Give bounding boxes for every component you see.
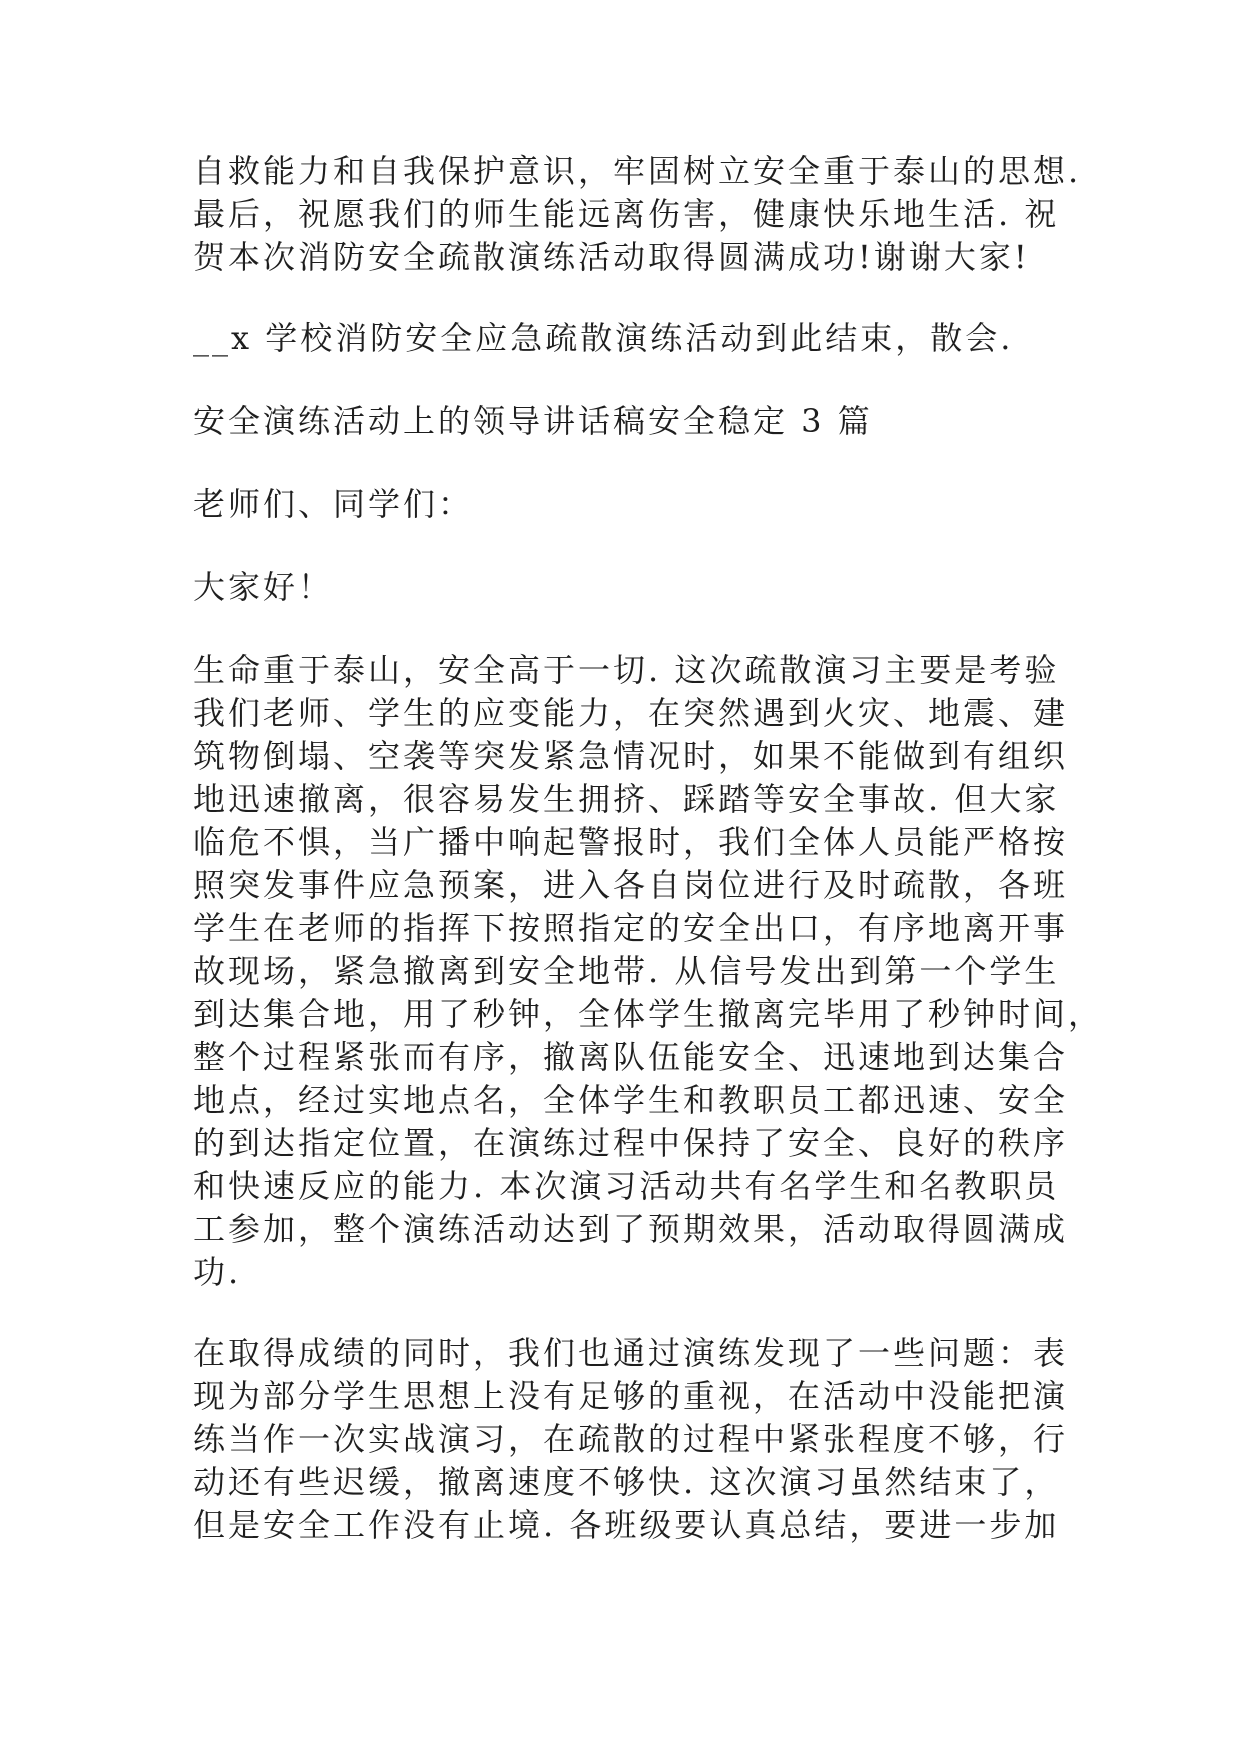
text-line: 学生在老师的指挥下按照指定的安全出口，有序地离开事 [193, 909, 1069, 947]
text-line: 筑物倒塌、空袭等突发紧急情况时，如果不能做到有组织 [193, 737, 1069, 775]
text-line: 在取得成绩的同时，我们也通过演练发现了一些问题：表 [193, 1334, 1069, 1372]
text-line: 功. [193, 1253, 242, 1291]
text-line: 整个过程紧张而有序，撤离队伍能安全、迅速地到达集合 [193, 1038, 1069, 1076]
text-line: 大家好！ [193, 568, 334, 606]
text-line: 生命重于泰山，安全高于一切. 这次疏散演习主要是考验 [193, 651, 1060, 689]
text-line: 到达集合地，用了秒钟，全体学生撤离完毕用了秒钟时间， [193, 995, 1104, 1033]
salutation [193, 483, 1053, 526]
closing-remarks-paragraph [193, 150, 1082, 279]
text-line: 地点，经过实地点名，全体学生和教职员工都迅速、安全 [193, 1081, 1069, 1119]
text-line: 老师们、同学们： [193, 485, 474, 523]
closing-statement [193, 317, 1053, 360]
text-line: 贺本次消防安全疏散演练活动取得圆满成功!谢谢大家! [193, 238, 1030, 276]
text-line: 安全演练活动上的领导讲话稿安全稳定 3 篇 [193, 402, 873, 440]
text-line: 现为部分学生思想上没有足够的重视，在活动中没能把演 [193, 1377, 1069, 1415]
text-line: 故现场，紧急撤离到安全地带. 从信号发出到第一个学生 [193, 952, 1060, 990]
drill-summary-paragraph [193, 649, 1104, 1294]
text-line: 我们老师、学生的应变能力，在突然遇到火灾、地震、建 [193, 694, 1069, 732]
text-line: 地迅速撤离，很容易发生拥挤、踩踏等安全事故. 但大家 [193, 780, 1060, 818]
text-line: 的到达指定位置，在演练过程中保持了安全、良好的秩序 [193, 1124, 1069, 1162]
text-line: 动还有些迟缓，撤离速度不够快. 这次演习虽然结束了， [193, 1463, 1060, 1501]
text-line: 练当作一次实战演习，在疏散的过程中紧张程度不够，行 [193, 1420, 1069, 1458]
document-body [193, 150, 1104, 1585]
text-line: 但是安全工作没有止境. 各班级要认真总结，要进一步加 [193, 1506, 1060, 1544]
text-line: 和快速反应的能力. 本次演习活动共有名学生和名教职员 [193, 1167, 1060, 1205]
text-line: 工参加，整个演练活动达到了预期效果，活动取得圆满成 [193, 1210, 1069, 1248]
greeting [193, 566, 1053, 609]
text-line: 最后，祝愿我们的师生能远离伤害，健康快乐地生活. 祝 [193, 195, 1060, 233]
issues-paragraph [193, 1332, 1069, 1547]
text-line: 临危不惧，当广播中响起警报时，我们全体人员能严格按 [193, 823, 1069, 861]
text-line: 自救能力和自我保护意识，牢固树立安全重于泰山的思想. [193, 152, 1082, 190]
text-line: __x 学校消防安全应急疏散演练活动到此结束，散会. [193, 319, 1014, 357]
text-line: 照突发事件应急预案，进入各自岗位进行及时疏散，各班 [193, 866, 1069, 904]
section-heading [193, 400, 1053, 443]
